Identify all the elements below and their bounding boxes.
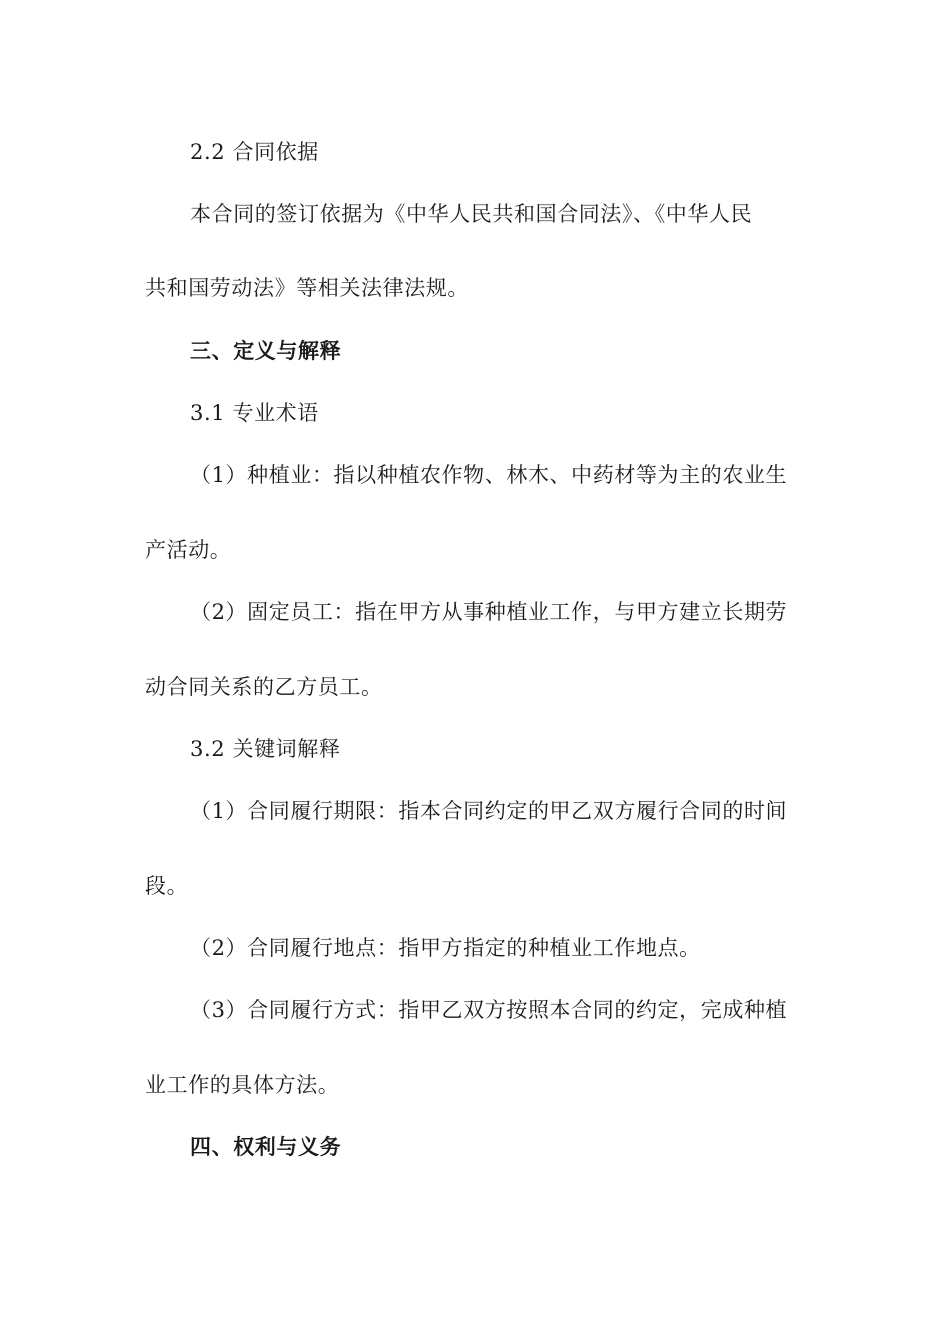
paragraph-line: 段。	[145, 874, 189, 898]
paragraph-line: 业工作的具体方法。	[145, 1073, 340, 1097]
section-heading-4: 四、权利与义务	[190, 1135, 342, 1159]
paragraph-line: 本合同的签订依据为《中华人民共和国合同法》、《中华人民	[190, 202, 753, 226]
paragraph-line: （1）种植业：指以种植农作物、林木、中药材等为主的农业生	[190, 463, 788, 487]
subsection-heading-3-2: 3.2 关键词解释	[190, 737, 341, 761]
paragraph-line: 动合同关系的乙方员工。	[145, 675, 383, 699]
section-heading-3: 三、定义与解释	[190, 339, 342, 363]
paragraph-line: （2）合同履行地点：指甲方指定的种植业工作地点。	[190, 936, 701, 960]
paragraph-line: （2）固定员工：指在甲方从事种植业工作，与甲方建立长期劳	[190, 600, 788, 624]
paragraph-line: 产活动。	[145, 538, 232, 562]
paragraph-line: 共和国劳动法》等相关法律法规。	[145, 276, 469, 300]
subsection-heading-3-1: 3.1 专业术语	[190, 401, 319, 425]
subsection-heading-2-2: 2.2 合同依据	[190, 140, 319, 164]
paragraph-line: （1）合同履行期限：指本合同约定的甲乙双方履行合同的时间	[190, 799, 788, 823]
paragraph-line: （3）合同履行方式：指甲乙双方按照本合同的约定，完成种植	[190, 998, 788, 1022]
